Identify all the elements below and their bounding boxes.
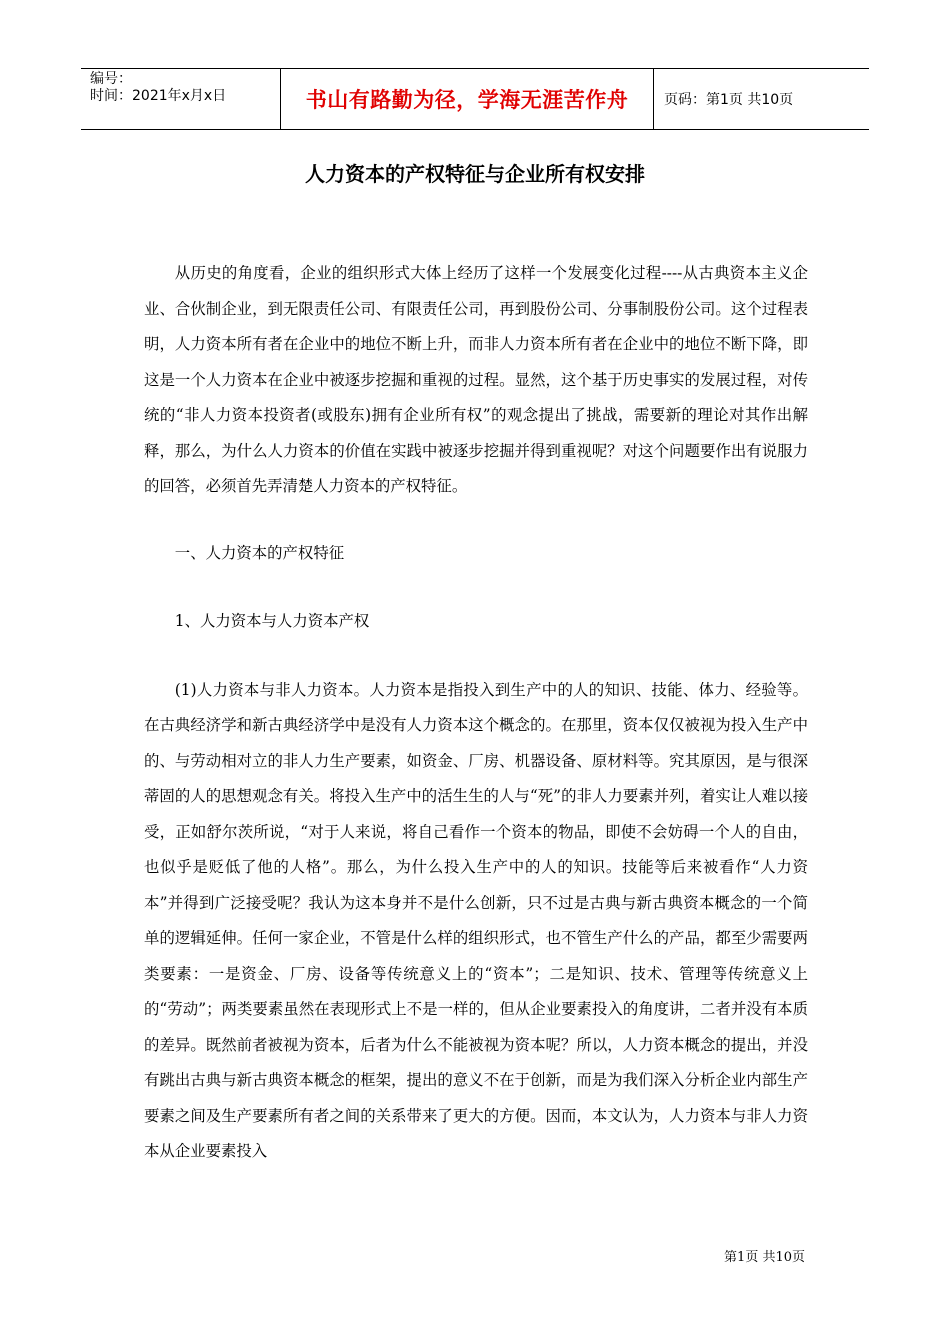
- page-footer: 第1页 共10页: [724, 1250, 805, 1265]
- header-motto-cell: [281, 69, 654, 129]
- header-page-cell: [654, 69, 869, 129]
- body-paragraph: (1)人力资本与非人力资本。人力资本是指投入到生产中的人的知识、技能、体力、经验等。在古典经济学和新古典经济学中是没有人力资本这个概念的。在那里，资本仅仅被视为投入生产中的、与劳动相对立的非人力生产要素，如资金、厂房、机器设备、原材料等。究其原因，是与很深蒂固的人的思想观念有关。将投入生产中的活生生的人与“死”的非人力要素并列，着实让人难以接受，正如舒尔茨所说，“对于人来说，将自己看作一个资本的物品，即使不会妨碍一个人的自由，也似乎是贬低了他的人格”。那么，为什么投入生产中的人的知识。技能等后来被看作“人力资本”并得到广泛接受呢？我认为这本身并不是什么创新，只不过是古典与新古典资本概念的一个简单的逻辑延伸。任何一家企业，不管是什么样的组织形式，也不管生产什么的产品，都至少需要两类要素：一是资金、厂房、设备等传统意义上的“资本”；二是知识、技术、管理等传统意义上的“劳动”；两类要素虽然在表现形式上不是一样的，但从企业要素投入的角度讲，二者并没有本质的差异。既然前者被视为资本，后者为什么不能被视为资本呢？所以，人力资本概念的提出，并没有跳出古典与新古典资本概念的框架，提出的意义不在于创新，而是为我们深入分析企业内部生产要素之间及生产要素所有者之间的关系带来了更大的方便。因而，本文认为，人力资本与非人力资本从企业要素投入: [144, 680, 808, 1160]
- document-title: 人力资本的产权特征与企业所有权安排: [305, 162, 645, 186]
- header-page-number: 页码：第1页 共10页: [664, 92, 794, 108]
- document-body: [144, 256, 808, 1170]
- section-heading: 一、人力资本的产权特征: [174, 543, 345, 562]
- header-motto: 书山有路勤为径，学海无涯苦作舟: [305, 88, 629, 112]
- page-header: [81, 68, 869, 130]
- intro-paragraph: 从历史的角度看，企业的组织形式大体上经历了这样一个发展变化过程----从古典资本主义企业、合伙制企业，到无限责任公司、有限责任公司，再到股份公司、分事制股份公司。这个过程表明，人力资本所有者在企业中的地位不断上升，而非人力资本所有者在企业中的地位不断下降，即这是一个人力资本在企业中被逐步挖掘和重视的过程。显然，这个基于历史事实的发展过程，对传统的“非人力资本投资者(或股东)拥有企业所有权”的观念提出了挑战，需要新的理论对其作出解释，那么，为什么人力资本的价值在实践中被逐步挖掘并得到重视呢？对这个问题要作出有说服力的回答，必须首先弄清楚人力资本的产权特征。: [144, 264, 808, 495]
- document-time-label: 时间：2021年x月x日: [90, 88, 227, 104]
- header-info-cell: [81, 69, 281, 129]
- subsection-heading: 1、人力资本与人力资本产权: [174, 612, 370, 630]
- document-number-label: 编号：: [90, 71, 132, 87]
